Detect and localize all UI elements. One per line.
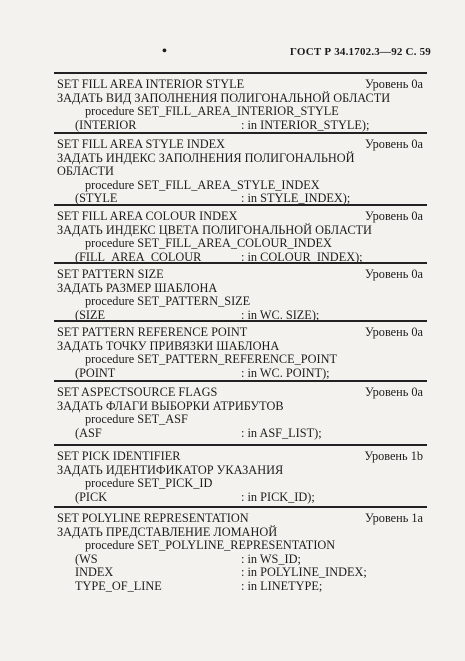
param-name: (POINT [75,365,116,380]
procedure-signature: procedure SET_FILL_AREA_STYLE_INDEX [85,177,320,192]
parameter-row [57,580,429,594]
param-type: : in WC. SIZE); [241,307,320,322]
parameter-row [57,367,429,381]
entry-title: SET FILL AREA COLOUR INDEX [57,209,238,223]
entry-pattern-size [57,268,429,322]
section-rule [54,72,427,74]
level-label: Уровень 0a [365,77,423,91]
level-label: Уровень 0a [365,209,423,223]
parameter-row [57,119,429,133]
entry-aspect-source-flags [57,386,429,440]
param-type: : in WS_ID; [241,551,301,566]
entry-title: SET PATTERN REFERENCE POINT [57,325,248,339]
running-title: ГОСТ Р 34.1702.3—92 С. 59 [289,46,431,58]
russian-title: ЗАДАТЬ ФЛАГИ ВЫБОРКИ АТРИБУТОВ [57,398,284,413]
level-label: Уровень 0a [365,385,423,399]
section-rule [54,262,427,264]
russian-title: ЗАДАТЬ РАЗМЕР ШАБЛОНА [57,280,218,295]
entry-title: SET POLYLINE REPRESENTATION [57,511,249,525]
header-mark: • [162,44,167,59]
entry-title: SET PATTERN SIZE [57,267,164,281]
level-label: Уровень 0a [365,137,423,151]
procedure-signature: procedure SET_FILL_AREA_COLOUR_INDEX [85,236,332,251]
section-rule [54,444,427,446]
russian-title: ЗАДАТЬ ТОЧКУ ПРИВЯЗКИ ШАБЛОНА [57,338,280,353]
russian-title: ЗАДАТЬ ИДЕНТИФИКАТОР УКАЗАНИЯ [57,462,284,477]
param-type: : in ASF_LIST); [241,425,322,440]
procedure-signature: procedure SET_FILL_AREA_INTERIOR_STYLE [85,104,339,119]
russian-title: ЗАДАТЬ ИНДЕКС ЗАПОЛНЕНИЯ ПОЛИГОНАЛЬНОЙ [57,150,355,165]
section-rule [54,506,427,508]
param-type: : in LINETYPE; [241,578,323,593]
level-label: Уровень 0a [365,267,423,281]
russian-title: ЗАДАТЬ ИНДЕКС ЦВЕТА ПОЛИГОНАЛЬНОЙ ОБЛАСТИ [57,222,372,237]
procedure-signature: procedure SET_ASF [85,412,188,427]
param-name: TYPE_OF_LINE [75,578,162,593]
param-name: INDEX [75,565,114,580]
param-type: : in WC. POINT); [241,365,330,380]
entry-title: SET PICK IDENTIFIER [57,449,181,463]
page-header [0,44,465,60]
param-name: (FILL_AREA_COLOUR [75,249,202,264]
param-name: (WS [75,551,98,566]
entry-title: SET FILL AREA INTERIOR STYLE [57,77,245,91]
level-label: Уровень 1a [365,511,423,525]
parameter-row [57,491,429,505]
param-type: : in COLOUR_INDEX); [241,249,363,264]
procedure-signature: procedure SET_PATTERN_REFERENCE_POINT [85,352,337,367]
section-rule [54,204,427,206]
procedure-signature: procedure SET_POLYLINE_REPRESENTATION [85,538,336,553]
entry-fill-area-colour-index [57,210,429,264]
russian-title: ЗАДАТЬ ВИД ЗАПОЛНЕНИЯ ПОЛИГОНАЛЬНОЙ ОБЛАСТИ [57,90,391,105]
param-name: (INTERIOR [75,117,137,132]
param-type: : in POLYLINE_INDEX; [241,565,367,580]
entry-fill-area-interior-style [57,78,429,132]
parameter-row [57,553,429,567]
section-rule [54,320,427,322]
procedure-signature: procedure SET_PATTERN_SIZE [85,294,251,309]
entry-title: SET ASPECTSOURCE FLAGS [57,385,218,399]
entry-pattern-reference-point [57,326,429,380]
level-label: Уровень 1b [364,449,423,463]
param-name: (ASF [75,425,102,440]
procedure-signature: procedure SET_PICK_ID [85,476,213,491]
section-rule [54,380,427,382]
entry-title: SET FILL AREA STYLE INDEX [57,137,226,151]
entry-polyline-representation [57,512,429,594]
param-type: : in PICK_ID); [241,489,315,504]
param-type: : in STYLE_INDEX); [241,191,351,206]
param-type: : in INTERIOR_STYLE); [241,117,370,132]
entry-fill-area-style-index [57,138,429,206]
parameter-row [57,427,429,441]
param-name: (PICK [75,489,108,504]
param-name: (STYLE [75,191,118,206]
russian-title-continued: ОБЛАСТИ [57,164,114,179]
entry-pick-identifier [57,450,429,504]
level-label: Уровень 0a [365,325,423,339]
parameter-row [57,566,429,580]
param-name: (SIZE [75,307,106,322]
russian-title: ЗАДАТЬ ПРЕДСТАВЛЕНИЕ ЛОМАНОЙ [57,524,278,539]
section-rule [54,132,427,134]
